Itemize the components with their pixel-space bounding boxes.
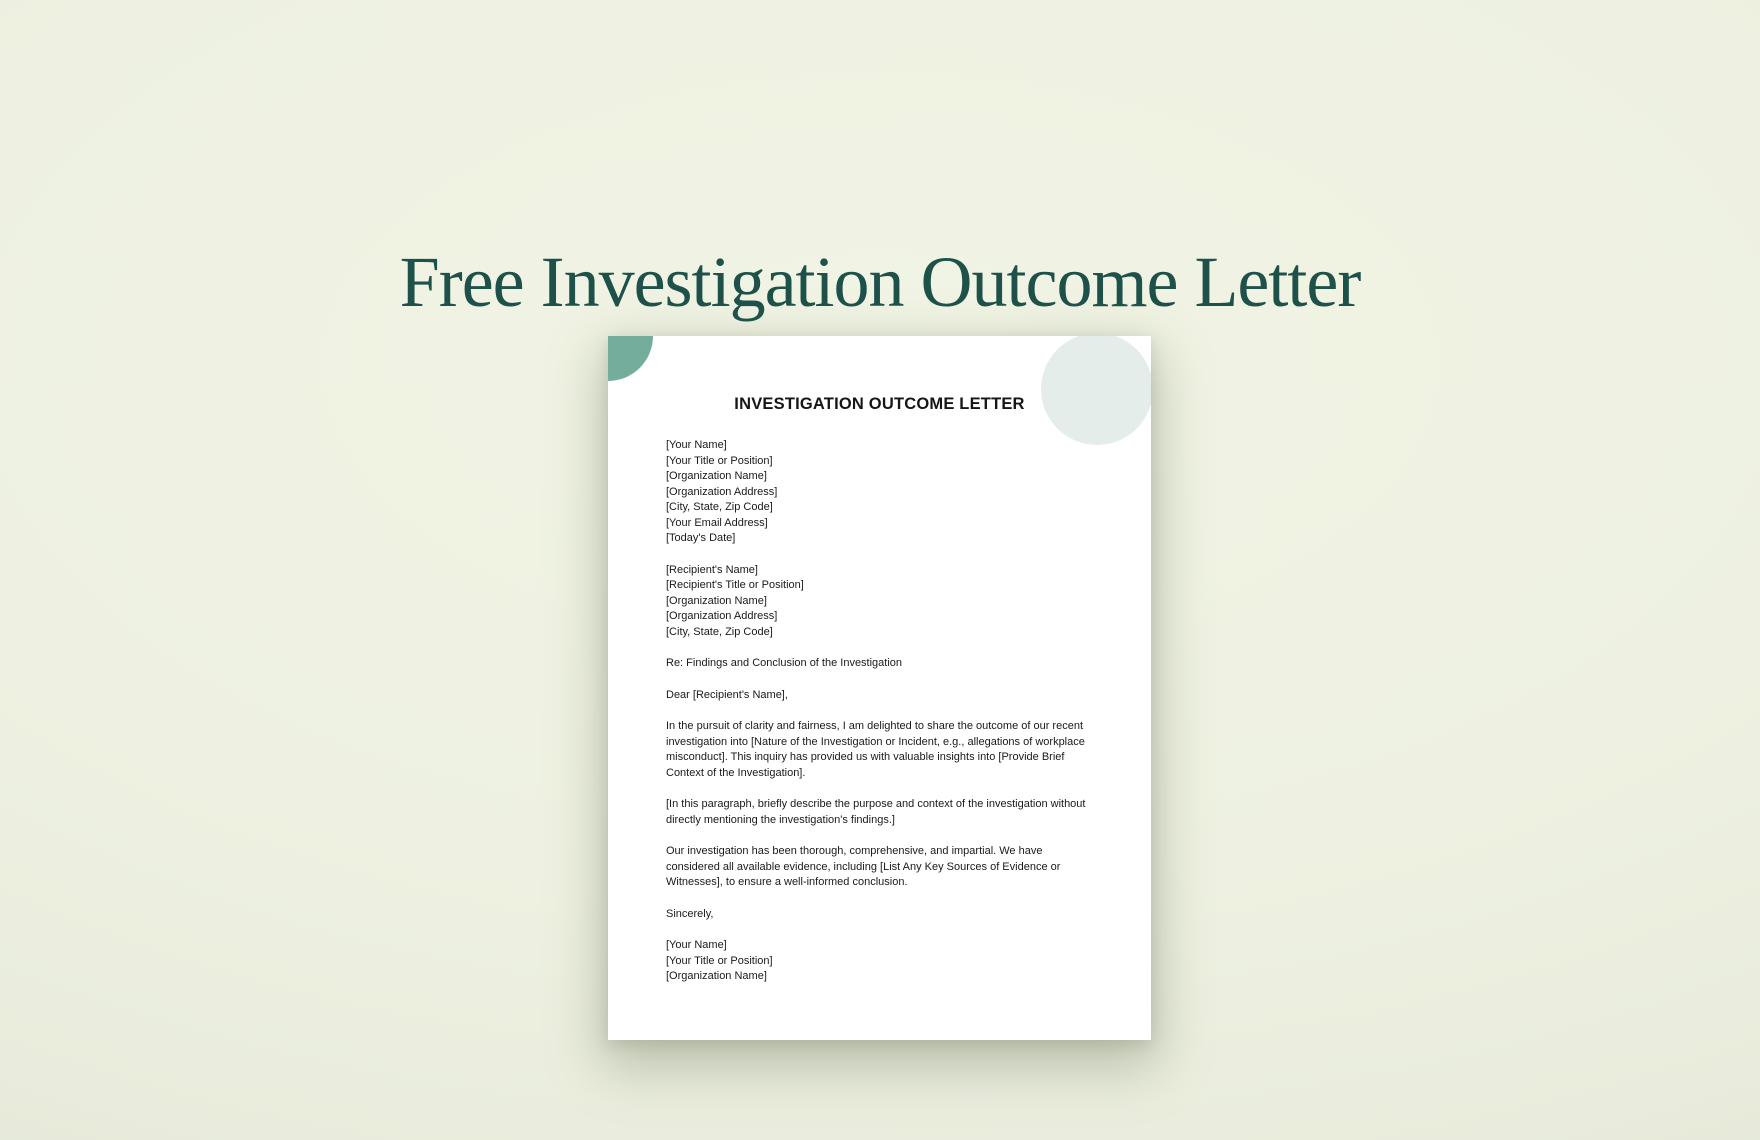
signature-name-line: [Your Name] <box>666 939 727 951</box>
letter-heading: INVESTIGATION OUTCOME LETTER <box>734 395 1025 413</box>
sender-date-line: [Today's Date] <box>666 532 736 544</box>
recipient-city-line: [City, State, Zip Code] <box>666 625 773 638</box>
recipient-title-line: [Recipient's Title or Position] <box>666 579 804 591</box>
accent-quarter-circle-shape <box>608 336 653 381</box>
sender-email-line: [Your Email Address] <box>666 516 768 529</box>
letter-paragraph-2: [In this paragraph, briefly describe the purpose and context of the investigation without directly mentioning the investigation's findings.] <box>666 798 1086 826</box>
recipient-address-line: [Organization Address] <box>666 610 778 622</box>
subject-line: Re: Findings and Conclusion of the Investigation <box>666 657 903 669</box>
signature-block <box>666 938 1095 985</box>
recipient-name-line: [Recipient's Name] <box>666 563 758 576</box>
page-title: Free Investigation Outcome Letter <box>399 242 1361 323</box>
sender-org-line: [Organization Name] <box>666 470 767 482</box>
sender-title-line: [Your Title or Position] <box>666 454 773 467</box>
letter-paragraph-1: In the pursuit of clarity and fairness, I am delighted to share the outcome of our recent investigation into [Nature of the Investigation or Incident, e.g., allegations of workplace misconduct]. This inquiry has provided us with valuable insights into [Provide Brief Context of the Investigation]. <box>666 720 1085 779</box>
letter-sheet <box>608 336 1151 1040</box>
signature-title-line: [Your Title or Position] <box>666 954 773 967</box>
letter-body <box>666 438 1095 985</box>
signature-org-line: [Organization Name] <box>666 970 767 982</box>
sender-address-line: [Organization Address] <box>666 485 778 498</box>
salutation: Dear [Recipient's Name], <box>666 688 788 701</box>
recipient-address-block <box>666 563 1095 641</box>
closing: Sincerely, <box>666 907 714 920</box>
sender-name-line: [Your Name] <box>666 439 727 451</box>
sender-city-line: [City, State, Zip Code] <box>666 501 773 513</box>
recipient-org-line: [Organization Name] <box>666 594 767 607</box>
pale-circle-shape <box>1041 336 1151 445</box>
sender-address-block <box>666 438 1095 547</box>
letter-paragraph-3: Our investigation has been thorough, comprehensive, and impartial. We have considered all available evidence, including [List Any Key Sources of Evidence or Witnesses], to ensure a well-informed conclusion. <box>666 845 1061 888</box>
